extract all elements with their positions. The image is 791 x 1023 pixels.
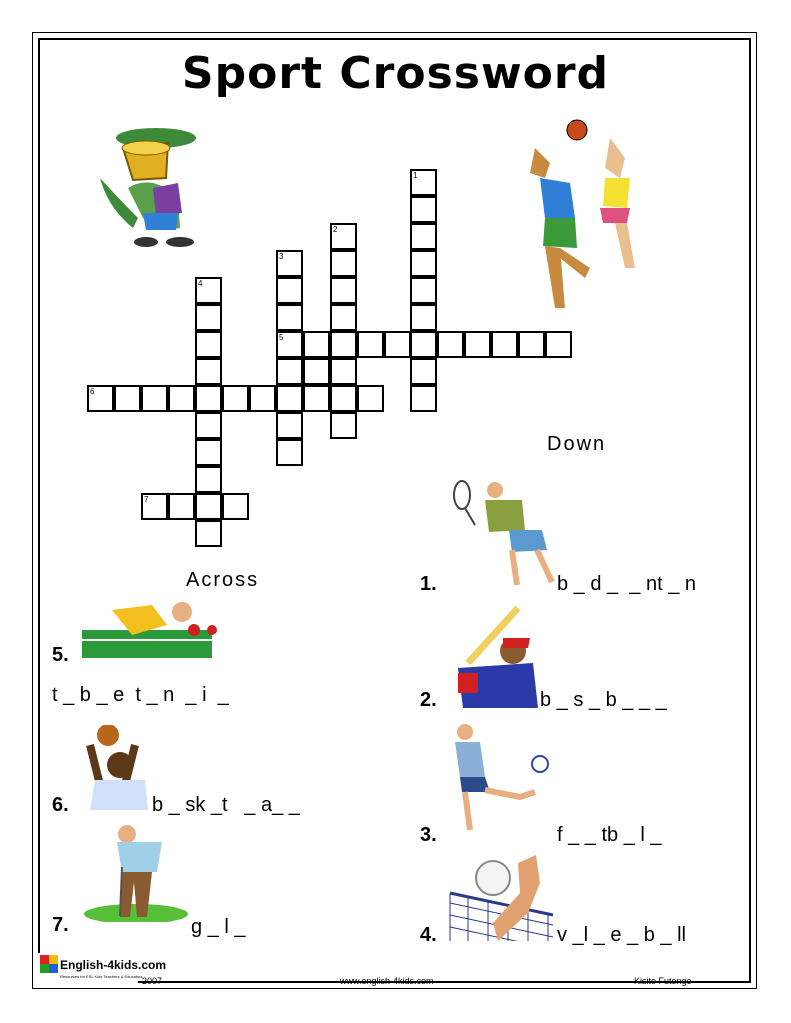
grid-number: 5	[279, 333, 284, 342]
volleyball-icon	[448, 853, 556, 941]
grid-cell[interactable]	[330, 385, 357, 412]
grid-cell[interactable]	[114, 385, 141, 412]
grid-cell[interactable]	[195, 466, 222, 493]
football-player-icon	[450, 722, 550, 837]
alligator-trophy-icon	[98, 118, 203, 253]
grid-cell[interactable]	[303, 358, 330, 385]
grid-cell[interactable]	[195, 493, 222, 520]
grid-cell[interactable]	[168, 385, 195, 412]
across-heading: Across	[186, 569, 260, 591]
grid-cell[interactable]	[330, 331, 357, 358]
grid-cell[interactable]	[357, 385, 384, 412]
down-clue-text: b _ s _ b _ _ _	[540, 689, 667, 711]
across-clue-number: 7.	[52, 914, 69, 936]
grid-cell[interactable]	[276, 412, 303, 439]
grid-cell[interactable]	[330, 412, 357, 439]
grid-number: 4	[198, 279, 203, 288]
grid-cell[interactable]	[330, 304, 357, 331]
grid-cell[interactable]	[384, 331, 411, 358]
grid-cell[interactable]	[195, 412, 222, 439]
grid-number: 1	[413, 171, 418, 180]
page-title: Sport Crossword	[181, 48, 610, 99]
footer-year: 2007	[142, 976, 163, 986]
grid-cell[interactable]	[276, 358, 303, 385]
grid-number: 3	[279, 252, 284, 261]
grid-cell[interactable]	[195, 385, 222, 412]
grid-cell[interactable]	[518, 331, 545, 358]
grid-cell[interactable]	[195, 331, 222, 358]
grid-cell[interactable]	[330, 250, 357, 277]
badminton-player-icon	[447, 470, 555, 590]
down-clue-text: b _ d _ _ nt _ n	[557, 573, 696, 595]
grid-cell[interactable]	[276, 385, 303, 412]
basketball-players-icon	[515, 118, 645, 318]
grid-cell[interactable]	[141, 385, 168, 412]
grid-cell[interactable]	[168, 493, 195, 520]
grid-cell[interactable]	[303, 331, 330, 358]
grid-cell[interactable]	[195, 439, 222, 466]
across-clue-text: b _ sk _t _ a_ _	[152, 794, 300, 816]
grid-cell[interactable]	[222, 385, 249, 412]
grid-cell[interactable]	[276, 277, 303, 304]
grid-cell[interactable]	[410, 331, 437, 358]
grid-cell[interactable]	[249, 385, 276, 412]
across-clue-number: 6.	[52, 794, 69, 816]
footer-author: Kisito Futonge	[634, 976, 692, 986]
logo-subtitle: Resources for ESL Kids Teachers & Educators	[60, 974, 143, 979]
grid-cell[interactable]	[276, 439, 303, 466]
grid-cell[interactable]	[330, 277, 357, 304]
down-clue-text: f _ _ tb _ l _	[557, 824, 662, 846]
across-clue-text: t _ b _ e t _ n _ i _	[52, 684, 229, 706]
grid-cell[interactable]	[410, 358, 437, 385]
grid-cell[interactable]	[276, 304, 303, 331]
grid-cell[interactable]	[464, 331, 491, 358]
grid-cell[interactable]	[410, 196, 437, 223]
across-clue-number: 5.	[52, 644, 69, 666]
down-clue-number: 2.	[420, 689, 437, 711]
down-clue-number: 1.	[420, 573, 437, 595]
grid-cell[interactable]	[410, 223, 437, 250]
logo-text: English-4kids.com	[60, 958, 167, 972]
grid-cell[interactable]	[330, 358, 357, 385]
grid-cell[interactable]	[545, 331, 572, 358]
across-clue-text: g _ l _	[191, 916, 246, 938]
grid-cell[interactable]	[303, 385, 330, 412]
grid-cell[interactable]	[410, 250, 437, 277]
grid-cell[interactable]	[491, 331, 518, 358]
footer-website: www.english-4kids.com	[340, 976, 434, 986]
grid-cell[interactable]	[195, 520, 222, 547]
grid-cell[interactable]	[410, 304, 437, 331]
golfer-icon	[82, 822, 190, 922]
grid-number: 7	[144, 495, 149, 504]
grid-cell[interactable]	[437, 331, 464, 358]
basketball-player-icon	[80, 725, 155, 810]
grid-cell[interactable]	[357, 331, 384, 358]
grid-cell[interactable]	[222, 493, 249, 520]
grid-number: 2	[333, 225, 338, 234]
down-heading: Down	[547, 433, 607, 455]
down-clue-number: 3.	[420, 824, 437, 846]
down-clue-text: v _l _ e _ b _ ll	[557, 924, 686, 946]
grid-cell[interactable]	[195, 304, 222, 331]
baseball-player-icon	[448, 603, 543, 713]
table-tennis-icon	[72, 600, 220, 662]
down-clue-number: 4.	[420, 924, 437, 946]
grid-number: 6	[90, 387, 95, 396]
grid-cell[interactable]	[410, 277, 437, 304]
grid-cell[interactable]	[195, 358, 222, 385]
grid-cell[interactable]	[410, 385, 437, 412]
